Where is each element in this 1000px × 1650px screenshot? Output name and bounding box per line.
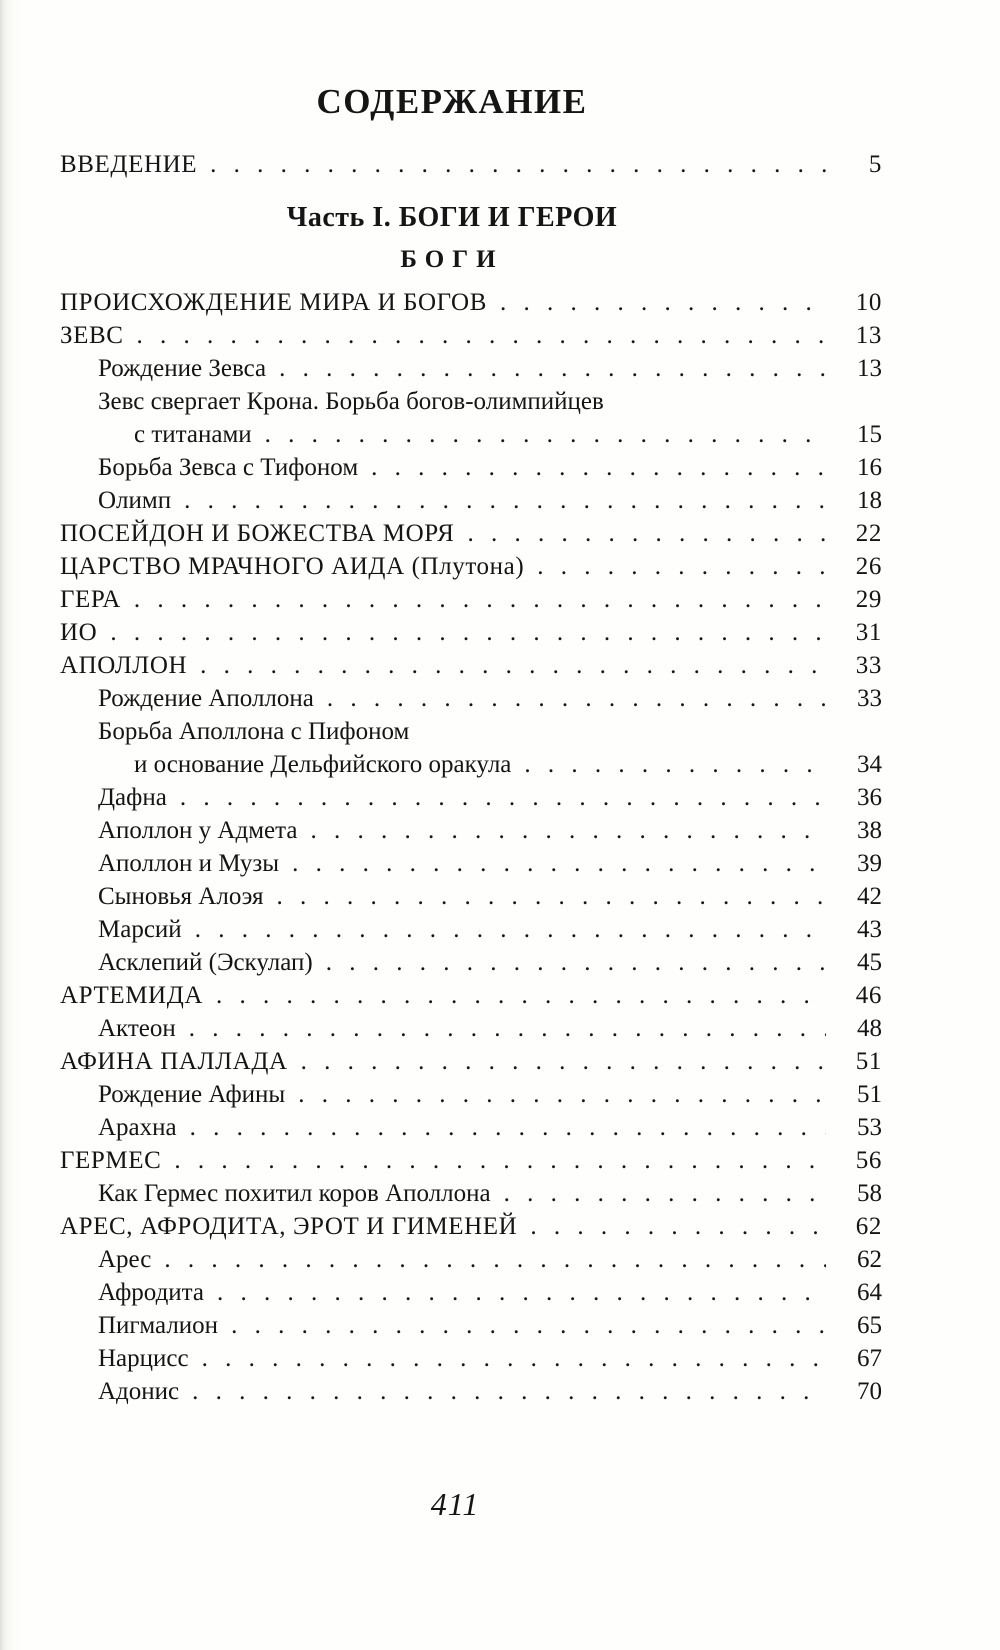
part-heading: Часть I. БОГИ И ГЕРОИ [286,202,618,233]
toc-entry-page: 22 [855,520,882,547]
toc-entry-page: 51 [857,1081,882,1108]
toc-entry [60,884,882,909]
toc-entry [60,1082,882,1107]
toc-list [60,152,882,1404]
dot-leader [217,1280,826,1305]
dot-leader [137,323,826,348]
toc-entry-page: 62 [855,1213,882,1240]
toc-entry [60,1214,882,1239]
toc-entry [60,686,882,711]
dot-leader [164,1247,826,1272]
dot-leader [301,1049,826,1074]
toc-entry [60,851,882,876]
toc-entry [60,1247,882,1272]
toc-entry [60,323,882,348]
dot-leader [184,488,826,513]
dot-leader [210,152,826,177]
page-number: 411 [430,1486,480,1522]
dot-leader [192,1379,826,1404]
toc-entry-label: Асклепий (Эскулап) [98,949,313,976]
toc-entry [60,620,882,645]
toc-entry [60,1280,882,1305]
dot-leader [530,1214,826,1239]
toc-entry [60,455,882,480]
toc-entry-page: 33 [857,685,882,712]
page-title: СОДЕРЖАНИЕ [316,82,588,121]
toc-entry-page: 65 [857,1312,882,1339]
toc-entry-page: 18 [857,487,882,514]
toc-entry-page: 46 [855,982,882,1009]
dot-leader [110,620,826,645]
toc-entry-label: АПОЛЛОН [60,652,188,679]
dot-leader [292,851,826,876]
toc-entry-label: Аполлон и Музы [98,850,280,877]
toc-entry-page: 48 [857,1015,882,1042]
toc-entry-page: 5 [868,151,882,178]
toc-entry-label: ПРОИСХОЖДЕНИЕ МИРА И БОГОВ [60,289,487,316]
toc-entry [60,290,882,315]
toc-entry-label: Рождение Аполлона [98,685,314,712]
toc-entry [60,818,882,843]
toc-entry-page: 51 [855,1048,882,1075]
toc-entry [60,1049,882,1074]
toc-entry-label: Дафна [98,784,167,811]
toc-entry-page: 31 [855,619,882,646]
toc-entry [60,1346,882,1371]
dot-leader [310,818,826,843]
toc-entry-label: Адонис [98,1378,180,1405]
toc-entry-page: 67 [857,1345,882,1372]
toc-entry-label: ГЕРМЕС [60,1147,162,1174]
toc-entry-label: Борьба Аполлона с Пифоном [98,718,410,745]
dot-leader [500,290,826,315]
dot-leader [298,1082,826,1107]
dot-leader [326,950,826,975]
dot-leader [537,554,826,579]
toc-entry-page: 42 [857,883,882,910]
group-heading: БОГИ [400,246,504,273]
toc-entry-page: 10 [855,289,882,316]
toc-entry-page: 13 [855,322,882,349]
toc-entry-label: ПОСЕЙДОН И БОЖЕСТВА МОРЯ [60,520,455,547]
toc-entry-label: с титанами [134,421,252,448]
toc-entry-page: 13 [857,355,882,382]
toc-entry-label: Нарцисс [98,1345,189,1372]
dot-leader [371,455,826,480]
dot-leader [524,752,826,777]
toc-entry-label: Зевс свергает Крона. Борьба богов-олимпийцев [98,388,604,415]
toc-entry-page: 15 [857,421,882,448]
toc-entry-label: Арес [98,1246,152,1273]
toc-entry-label: Борьба Зевса с Тифоном [98,454,359,481]
toc-entry [60,587,882,612]
toc-entry-page: 53 [857,1114,882,1141]
toc-entry-page: 45 [857,949,882,976]
toc-entry-label: ВВЕДЕНИЕ [60,151,198,178]
toc-entry-label: Афродита [98,1279,205,1306]
toc-entry-page: 36 [857,784,882,811]
dot-leader [195,917,826,942]
dot-leader [174,1148,826,1173]
toc-entry [60,917,882,942]
toc-entry-label: Сыновья Алоэя [98,883,264,910]
toc-entry-page: 43 [857,916,882,943]
toc-entry [60,1148,882,1173]
dot-leader [190,1115,826,1140]
dot-leader [200,653,826,678]
dot-leader [277,884,826,909]
toc-entry [60,1115,882,1140]
toc-entry [60,653,882,678]
dot-leader [202,1346,826,1371]
toc-entry [60,521,882,546]
dot-leader [265,422,826,447]
toc-entry-page: 34 [857,751,882,778]
toc-entry [60,389,882,414]
toc-entry [60,1181,882,1206]
dot-leader [134,587,826,612]
toc-entry-page: 70 [857,1378,882,1405]
dot-leader [216,983,826,1008]
dot-leader [189,1016,826,1041]
toc-entry-page: 29 [855,586,882,613]
toc-entry [60,488,882,513]
toc-entry [60,1379,882,1404]
dot-leader [279,356,826,381]
toc-entry-label: ГЕРА [60,586,121,613]
toc-entry-label: АРТЕМИДА [60,982,203,1009]
toc-entry-label: Актеон [98,1015,176,1042]
toc-entry-label: Как Гермес похитил коров Аполлона [98,1180,491,1207]
toc-entry [60,719,882,744]
toc-entry-page: 33 [855,652,882,679]
toc-entry-label: АРЕС, АФРОДИТА, ЭРОТ И ГИМЕНЕЙ [60,1213,518,1240]
toc-entry-label: ЦАРСТВО МРАЧНОГО АИДА (Плутона) [60,553,525,580]
toc-entry-page: 58 [857,1180,882,1207]
toc-entry-page: 56 [855,1147,882,1174]
toc-entry [60,554,882,579]
toc-entry-label: Рождение Афины [98,1081,286,1108]
toc-entry-page: 62 [857,1246,882,1273]
toc-entry [60,752,882,777]
toc-entry-page: 16 [857,454,882,481]
toc-entry-label: Олимп [98,487,172,514]
toc-entry [60,785,882,810]
dot-leader [467,521,826,546]
toc-entry-label: Марсий [98,916,182,943]
toc-entry-page: 39 [857,850,882,877]
toc-entry [60,152,882,177]
toc-entry-page: 64 [857,1279,882,1306]
dot-leader [504,1181,826,1206]
dot-leader [231,1313,826,1338]
toc-entry-label: ИО [60,619,98,646]
dot-leader [180,785,826,810]
toc-entry-label: Аполлон у Адмета [98,817,298,844]
toc-entry-label: АФИНА ПАЛЛАДА [60,1048,288,1075]
toc-entry [60,356,882,381]
dot-leader [327,686,826,711]
toc-entry-label: Пигмалион [98,1312,219,1339]
toc-entry [60,422,882,447]
toc-entry-label: Рождение Зевса [98,355,267,382]
toc-entry [60,950,882,975]
toc-entry [60,983,882,1008]
toc-entry-label: Арахна [98,1114,177,1141]
toc-entry [60,1016,882,1041]
toc-entry-label: и основание Дельфийского оракула [134,751,512,778]
toc-entry-page: 38 [857,817,882,844]
toc-entry-label: ЗЕВС [60,322,124,349]
toc-entry-page: 26 [855,553,882,580]
toc-entry [60,1313,882,1338]
